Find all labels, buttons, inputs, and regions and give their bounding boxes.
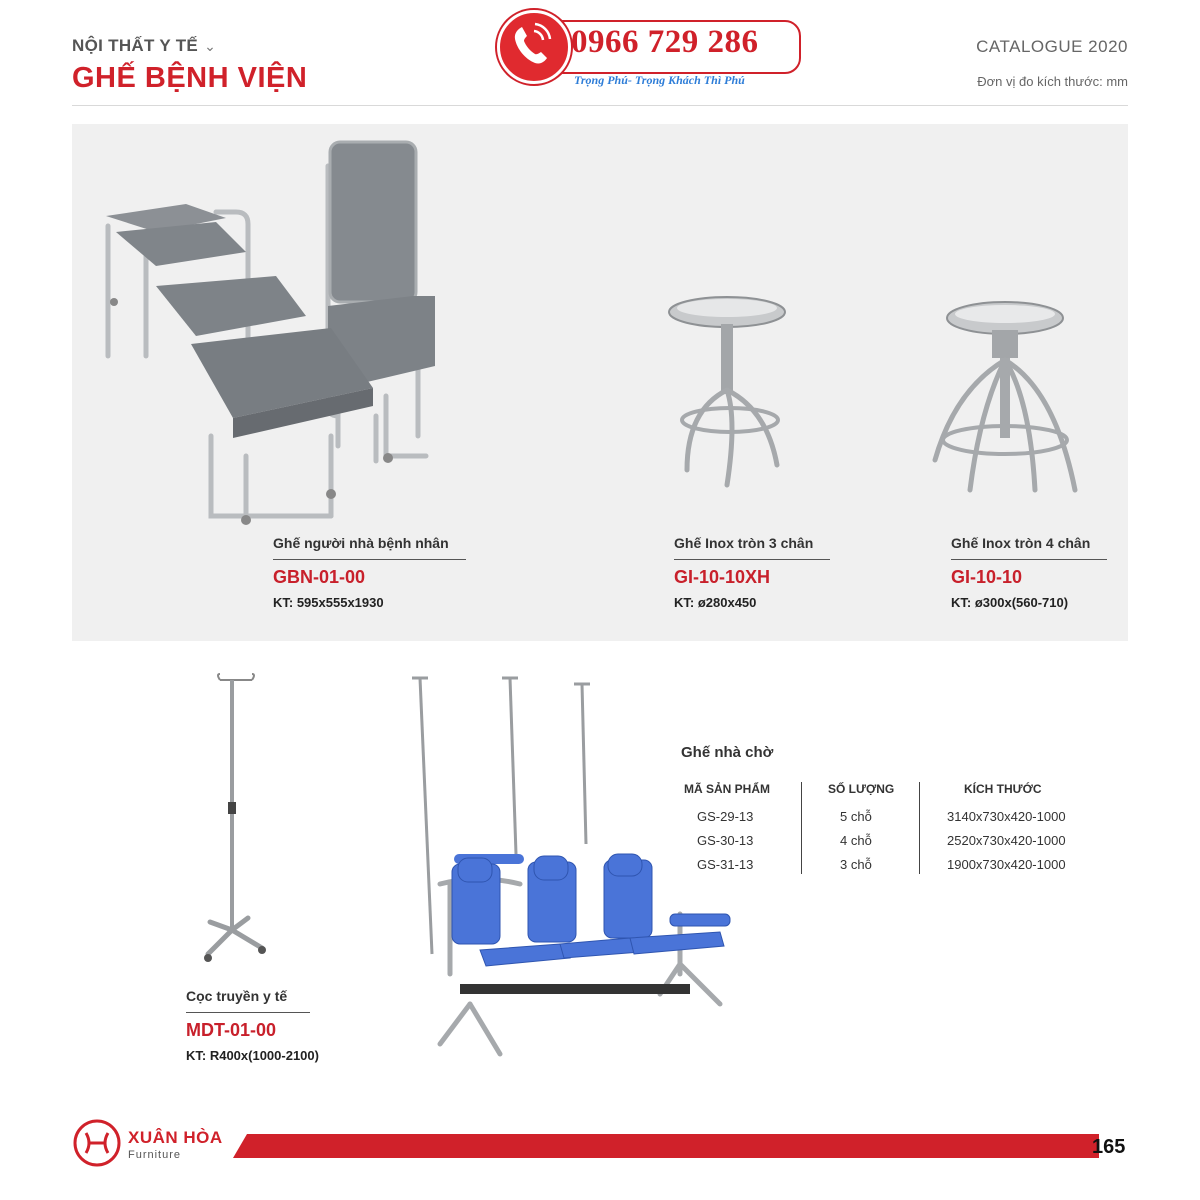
table-cell: 4 chỗ [840,833,872,848]
phone-banner[interactable] [497,10,800,78]
product-code: GI-10-10XH [674,567,771,587]
page-title: GHẾ BỆNH VIỆN [72,62,308,94]
product-dimensions: KT: R400x(1000-2100) [186,1048,319,1063]
unit-note: Đơn vị đo kích thước: mm [977,74,1128,89]
table-cell: 2520x730x420-1000 [947,833,1066,848]
table-cell: 3 chỗ [840,857,872,872]
phone-number: 0966 729 286 [571,24,759,60]
table-cell: 3140x730x420-1000 [947,809,1066,824]
category-label: NỘI THẤT Y TẾ [72,36,199,55]
table-title: Ghế nhà chờ [681,744,774,761]
table-cell: GS-29-13 [697,809,754,824]
product-name: Cọc truyền y tế [186,988,310,1013]
stool-4-leg-image [918,290,1088,500]
product-code: MDT-01-00 [186,1020,277,1040]
iv-pole-image [196,672,276,972]
phone-icon [500,13,562,75]
brand-name: XUÂN HÒA [128,1128,223,1147]
product-card-mdt [186,988,310,1013]
waiting-chair-image [410,664,740,1084]
product-dimensions: KT: ø300x(560-710) [951,595,1069,610]
col-header-quantity: SỐ LƯỢNG [828,782,895,796]
product-dimensions: KT: 595x555x1930 [273,595,384,610]
catalogue-label: CATALOGUE 2020 [976,37,1128,56]
brand-subtitle: Furniture [128,1149,182,1161]
product-name: Ghế người nhà bệnh nhân [273,535,466,560]
product-code: GI-10-10 [951,567,1023,587]
product-name: Ghế Inox tròn 4 chân [951,535,1107,560]
attendant-chair-image [96,136,536,536]
header-divider [72,105,1128,106]
table-divider [801,782,802,874]
phone-badge [497,10,571,84]
breadcrumb[interactable] [72,36,216,56]
slogan: Trọng Phú- Trọng Khách Thì Phú [574,73,745,87]
col-header-size: KÍCH THƯỚC [964,782,1042,796]
table-cell: 1900x730x420-1000 [947,857,1066,872]
table-cell: GS-31-13 [697,857,754,872]
stool-3-leg-image [660,290,810,490]
product-card-gi-10-10 [951,535,1107,560]
product-name: Ghế Inox tròn 3 chân [674,535,830,560]
chevron-down-icon: ⌄ [204,38,217,54]
page-number: 165 [1092,1136,1126,1158]
product-dimensions: KT: ø280x450 [674,595,757,610]
product-card-gi-10-10xh [674,535,830,560]
table-cell: GS-30-13 [697,833,754,848]
footer-bar [233,1134,1099,1158]
table-cell: 5 chỗ [840,809,872,824]
table-divider [919,782,920,874]
product-code: GBN-01-00 [273,567,366,587]
product-card-gbn [273,535,466,560]
xuan-hoa-logo-icon [72,1118,122,1168]
col-header-code: MÃ SẢN PHẨM [684,782,770,796]
